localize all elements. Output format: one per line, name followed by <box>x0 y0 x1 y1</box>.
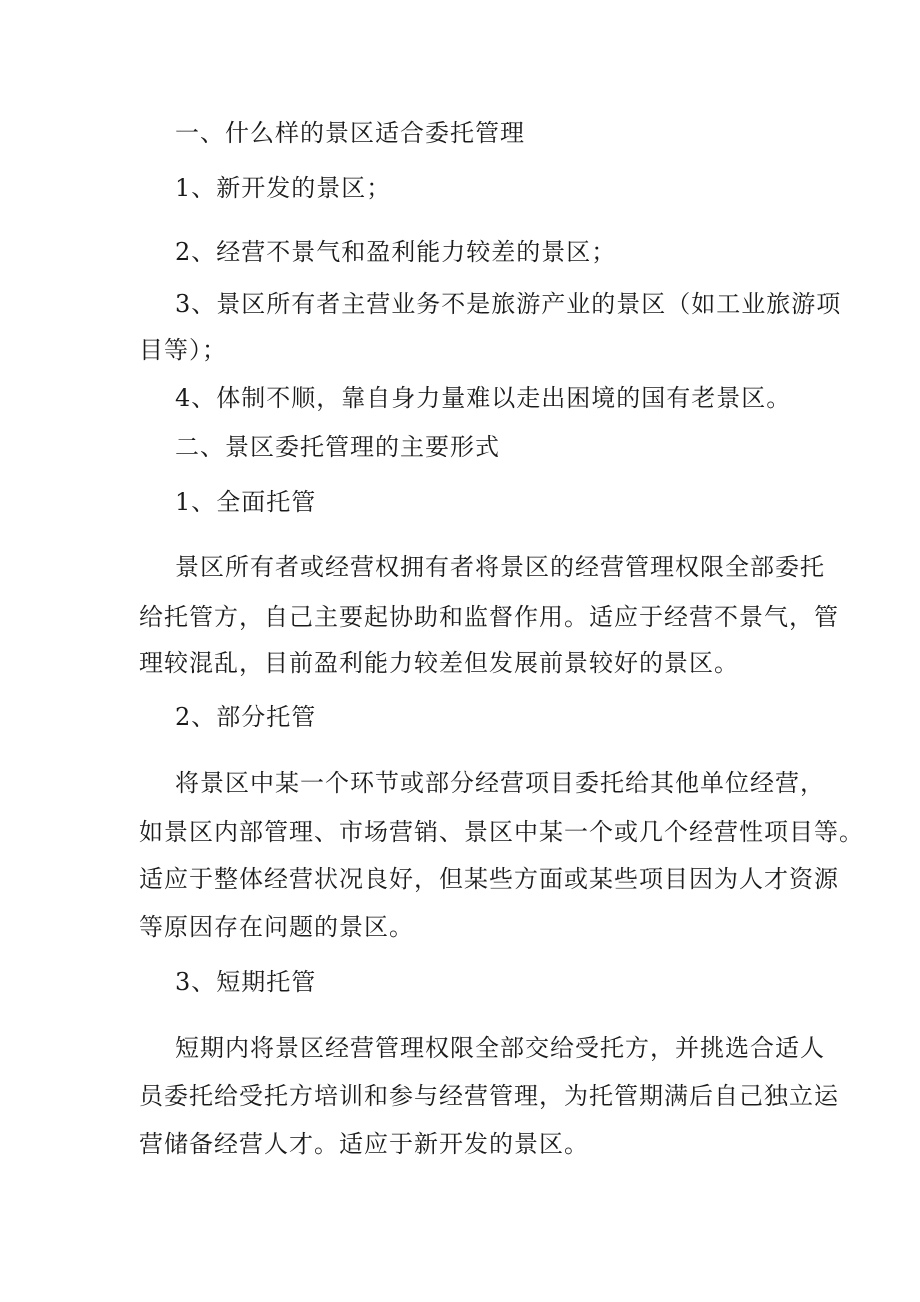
list-item: 1、新开发的景区； <box>175 174 392 202</box>
paragraph-line: 员委托给受托方培训和参与经营管理，为托管期满后自己独立运 <box>139 1082 839 1110</box>
subsection-title: 2、部分托管 <box>175 703 317 731</box>
list-item: 4、体制不顺，靠自身力量难以走出困境的国有老景区。 <box>175 384 792 412</box>
paragraph-line: 适应于整体经营状况良好，但某些方面或某些项目因为人才资源 <box>139 865 839 893</box>
paragraph-line: 将景区中某一个环节或部分经营项目委托给其他单位经营， <box>175 769 825 797</box>
section-heading-2: 二、景区委托管理的主要形式 <box>175 433 500 461</box>
paragraph-line: 短期内将景区经营管理权限全部交给受托方，并挑选合适人 <box>175 1034 825 1062</box>
subsection-title: 1、全面托管 <box>175 488 317 516</box>
paragraph-line: 营储备经营人才。适应于新开发的景区。 <box>139 1130 589 1158</box>
paragraph-line: 理较混乱，目前盈利能力较差但发展前景较好的景区。 <box>139 649 739 677</box>
subsection-title: 3、短期托管 <box>175 968 317 996</box>
paragraph-line: 如景区内部管理、市场营销、景区中某一个或几个经营性项目等。 <box>139 818 864 846</box>
section-heading-1: 一、什么样的景区适合委托管理 <box>175 119 525 147</box>
list-item: 2、经营不景气和盈利能力较差的景区； <box>175 238 617 266</box>
list-item: 3、景区所有者主营业务不是旅游产业的景区（如工业旅游项 <box>175 290 842 318</box>
paragraph-line: 给托管方，自己主要起协助和监督作用。适应于经营不景气，管 <box>139 603 839 631</box>
paragraph-line: 等原因存在问题的景区。 <box>139 913 414 941</box>
list-item-continuation: 目等）； <box>139 336 227 364</box>
paragraph-line: 景区所有者或经营权拥有者将景区的经营管理权限全部委托 <box>175 553 825 581</box>
